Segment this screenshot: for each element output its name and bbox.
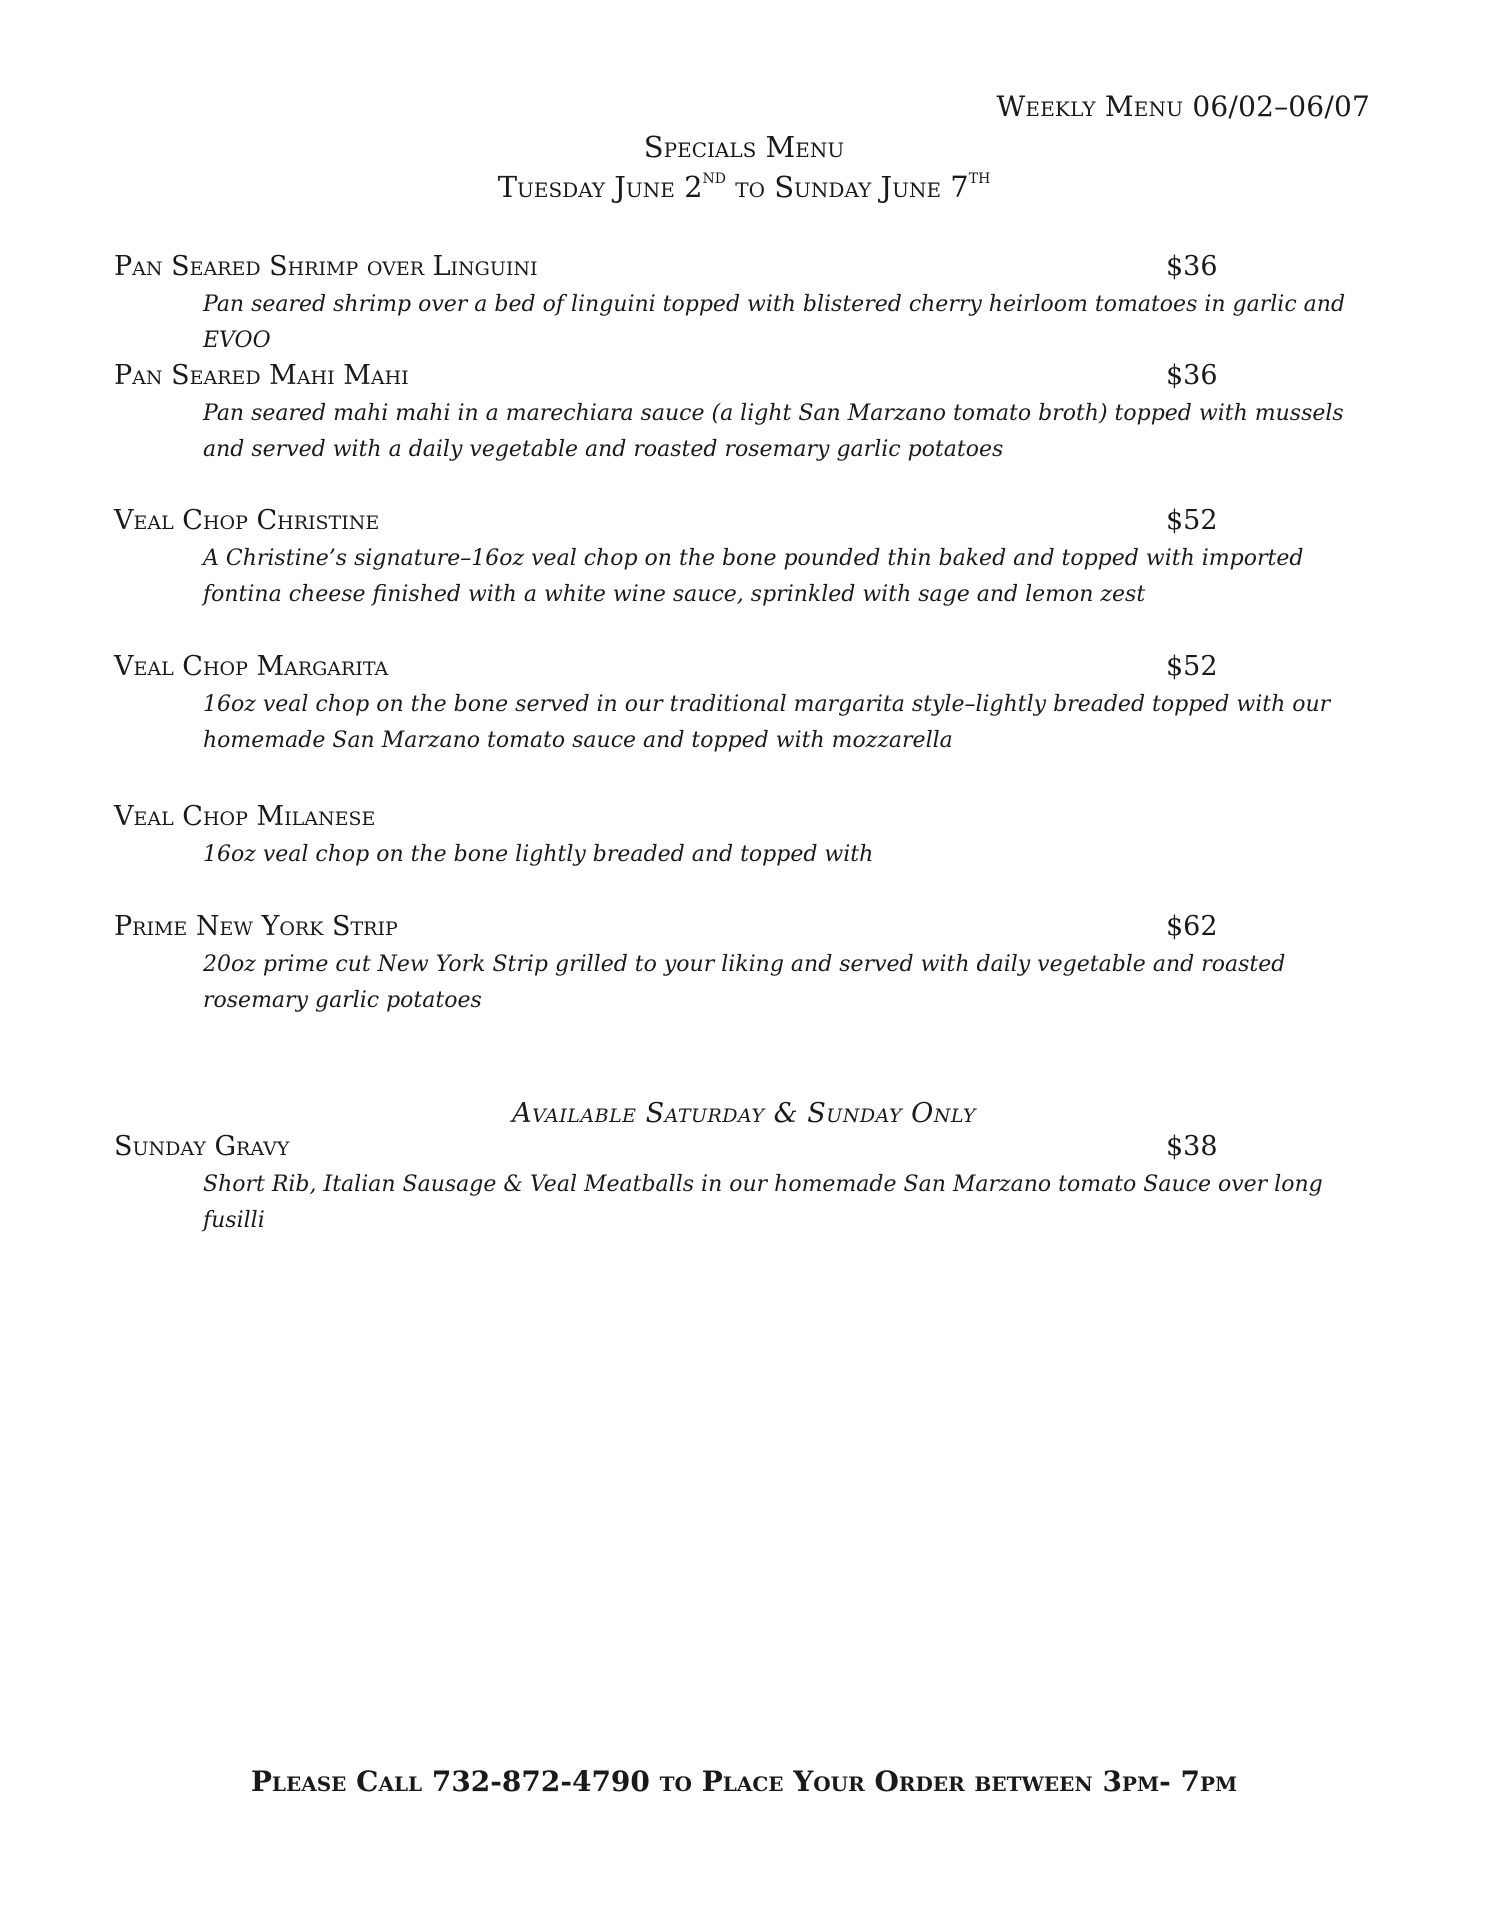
page-title: Specials Menu: [643, 130, 845, 164]
menu-item-price: $52: [1166, 651, 1218, 682]
menu-item-price: $36: [1166, 251, 1218, 282]
menu-item-name: Veal Chop Christine: [114, 505, 380, 536]
dates-start: Tuesday June 2: [497, 170, 703, 204]
weekly-menu-label: Weekly Menu 06/02–06/07: [996, 90, 1370, 123]
menu-item-name: Pan Seared Shrimp over Linguini: [114, 251, 538, 282]
menu-item-name: Veal Chop Milanese: [114, 801, 376, 832]
menu-item-price: $38: [1166, 1131, 1218, 1162]
menu-item-name: Sunday Gravy: [114, 1131, 290, 1162]
menu-item-price: $36: [1166, 360, 1218, 391]
menu-dates: [0, 170, 1488, 204]
menu-item: [114, 651, 1374, 759]
menu-item: [114, 801, 1374, 873]
order-call-notice: Please Call 732-872-4790 to Place Your Order between 3pm- 7pm: [250, 1765, 1238, 1798]
menu-item-description: Short Rib, Italian Sausage & Veal Meatballs in our homemade San Marzano tomato Sauce over long fusilli: [203, 1172, 1323, 1233]
dates-start-suffix: ND: [702, 171, 727, 187]
menu-item: [114, 505, 1374, 613]
dates-end: to Sunday June 7: [726, 170, 969, 204]
menu-item-price: $52: [1166, 505, 1218, 536]
weekend-section-heading: Available Saturday & Sunday Only: [512, 1098, 976, 1129]
menu-item-name: Pan Seared Mahi Mahi: [114, 360, 409, 391]
menu-item: [114, 911, 1374, 1019]
menu-item-description: A Christine’s signature–16oz veal chop on the bone pounded thin baked and topped with imported fontina cheese finished with a white wine sauce, sprinkled with sage and lemon zest: [203, 546, 1304, 607]
menu-item-price: $62: [1166, 911, 1218, 942]
menu-item-description: 16oz veal chop on the bone served in our traditional margarita style–lightly breaded topped with our homemade San Marzano tomato sauce and topped with mozzarella: [203, 692, 1331, 753]
menu-item-description: 20oz prime cut New York Strip grilled to your liking and served with daily vegetable and roasted rosemary garlic potatoes: [203, 952, 1286, 1013]
menu-item-name: Veal Chop Margarita: [114, 651, 389, 682]
menu-item: [114, 360, 1374, 468]
menu-item-description: Pan seared shrimp over a bed of linguini topped with blistered cherry heirloom tomatoes in garlic and EVOO: [203, 292, 1346, 353]
menu-item: [114, 251, 1374, 359]
menu-item-description: 16oz veal chop on the bone lightly breaded and topped with: [203, 842, 874, 867]
dates-end-suffix: TH: [968, 171, 991, 187]
menu-item-description: Pan seared mahi mahi in a marechiara sauce (a light San Marzano tomato broth) topped with mussels and served with a daily vegetable and roasted rosemary garlic potatoes: [203, 401, 1344, 462]
menu-item-name: Prime New York Strip: [114, 911, 398, 942]
menu-item: [114, 1131, 1374, 1239]
